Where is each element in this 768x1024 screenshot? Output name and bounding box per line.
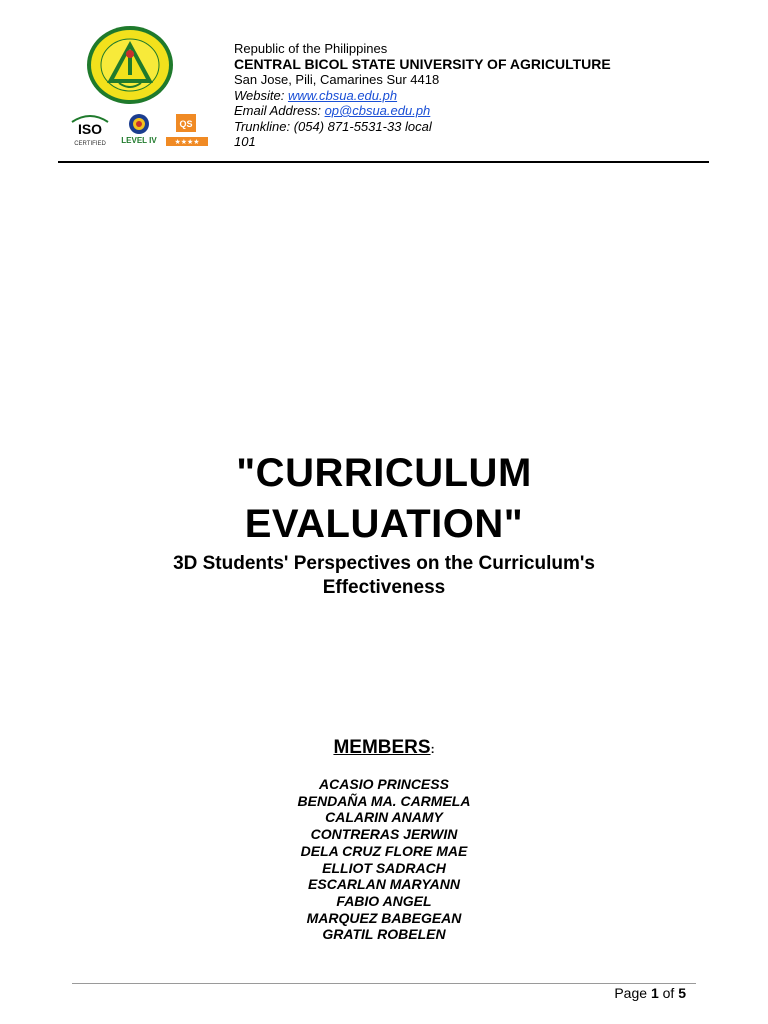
title-line-2: EVALUATION" (244, 502, 524, 546)
member-name: DELA CRUZ FLORE MAE (300, 842, 468, 859)
email-line (234, 103, 611, 119)
trunkline-line: Trunkline: (054) 871-5531-33 local (234, 118, 432, 134)
email-label: Email Address: (234, 103, 325, 118)
qs-stars-icon (166, 112, 210, 150)
level-iv-icon (116, 112, 162, 150)
page-current: 1 (650, 985, 659, 1001)
subtitle-line-2: Effectiveness (322, 577, 446, 598)
member-name: ELLIOT SADRACH (322, 859, 446, 876)
svg-text:★★★★: ★★★★ (174, 138, 200, 146)
document-title (0, 448, 768, 550)
member-name: GRATIL ROBELEN (322, 926, 446, 943)
svg-text:QS: QS (179, 119, 193, 129)
page-number (614, 985, 686, 1001)
member-name: ACASIO PRINCESS (319, 776, 449, 792)
header-divider (58, 161, 709, 163)
website-line (234, 88, 611, 104)
address-line: San Jose, Pili, Camarines Sur 4418 (234, 72, 440, 87)
member-name: ESCARLAN MARYANN (308, 876, 460, 893)
email-link[interactable]: op@cbsua.edu.ph (324, 103, 431, 118)
member-name: CONTRERAS JERWIN (310, 826, 458, 843)
website-link[interactable]: www.cbsua.edu.ph (287, 87, 398, 103)
iso-certified-icon (68, 112, 112, 150)
university-name: CENTRAL BICOL STATE UNIVERSITY OF AGRICULTURE (234, 55, 611, 72)
member-name: BENDAÑA MA. CARMELA (297, 792, 471, 809)
svg-text:CERTIFIED: CERTIFIED (74, 141, 106, 147)
member-name: FABIO ANGEL (336, 892, 432, 909)
country-line: Republic of the Philippines (234, 41, 388, 56)
members-list (0, 776, 768, 943)
footer-divider (72, 983, 696, 984)
letterhead (0, 0, 768, 170)
of-word: of (658, 985, 679, 1001)
members-label: MEMBERS (333, 737, 431, 758)
certification-badges (68, 112, 218, 152)
member-name: CALARIN ANAMY (325, 809, 443, 826)
university-contact-block (234, 41, 611, 150)
svg-text:ISO: ISO (77, 121, 103, 137)
svg-text:LEVEL IV: LEVEL IV (121, 136, 157, 145)
subtitle-line-1: 3D Students' Perspectives on the Curriculum's (173, 553, 595, 574)
title-line-1: "CURRICULUM (236, 451, 532, 495)
page-total: 5 (678, 985, 686, 1001)
member-name: MARQUEZ BABEGEAN (306, 909, 462, 926)
university-seal-icon (86, 25, 174, 105)
page-word: Page (614, 985, 651, 1001)
members-heading (0, 737, 768, 759)
document-subtitle (100, 552, 668, 600)
website-label: Website: (234, 87, 288, 103)
trunkline-local: 101 (234, 134, 256, 149)
members-colon: : (430, 742, 435, 756)
